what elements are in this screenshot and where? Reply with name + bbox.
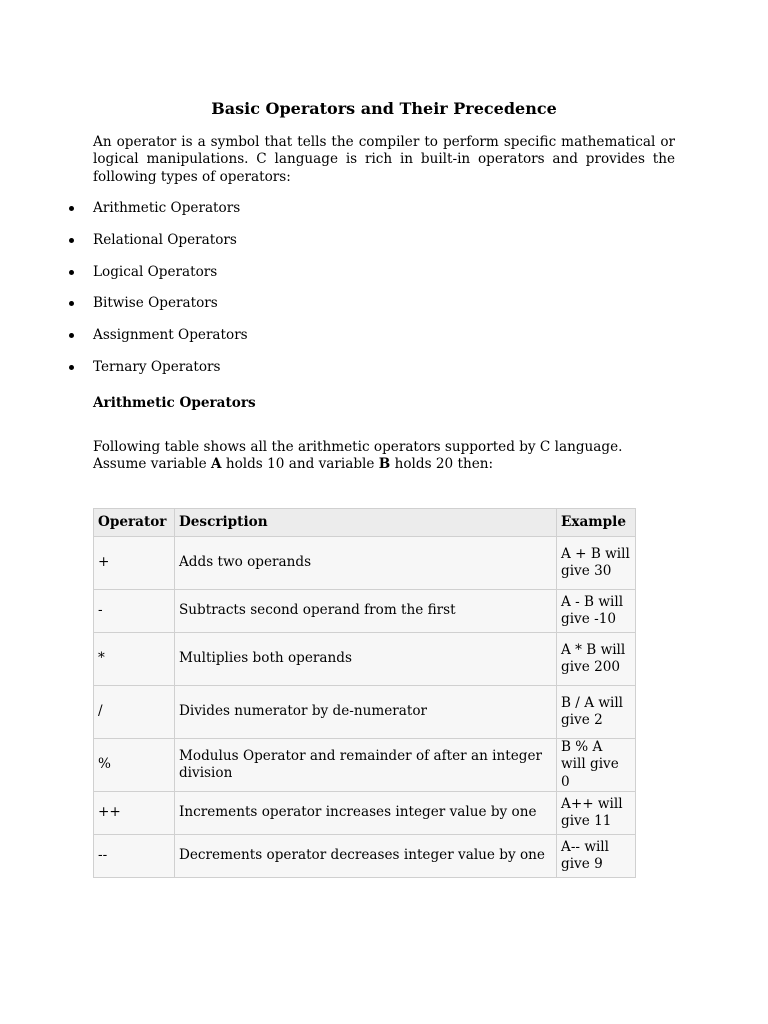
header-operator: Operator xyxy=(94,509,175,537)
example-cell: B / A will give 2 xyxy=(557,686,636,739)
variable-a: A xyxy=(210,456,222,473)
table-row xyxy=(94,537,636,590)
bullet-icon xyxy=(69,301,74,306)
table-row xyxy=(94,835,636,878)
list-item-label: Relational Operators xyxy=(93,231,237,248)
table-row xyxy=(94,590,636,633)
example-cell: A + B will give 30 xyxy=(557,537,636,590)
list-item-label: Arithmetic Operators xyxy=(93,200,241,216)
description-cell: Modulus Operator and remainder of after an integer division xyxy=(174,739,556,792)
section-text-part: holds 10 and variable xyxy=(221,456,379,473)
section-text-part: Following table shows all the arithmetic operators supported by C language. Assume variable xyxy=(93,439,623,473)
operator-cell: + xyxy=(94,537,175,590)
bullet-icon xyxy=(69,206,74,211)
section-heading: Arithmetic Operators xyxy=(93,395,256,411)
example-cell: A-- will give 9 xyxy=(557,835,636,878)
operator-cell: % xyxy=(94,739,175,792)
list-item-label: Bitwise Operators xyxy=(93,295,218,312)
description-cell: Subtracts second operand from the first xyxy=(174,590,556,633)
example-cell: A++ will give 11 xyxy=(557,792,636,835)
bullet-icon xyxy=(69,333,74,338)
table-row xyxy=(94,686,636,739)
description-cell: Increments operator increases integer value by one xyxy=(174,792,556,835)
description-cell: Decrements operator decreases integer value by one xyxy=(174,835,556,878)
arithmetic-operators-table xyxy=(93,508,636,878)
table-row xyxy=(94,792,636,835)
description-cell: Multiplies both operands xyxy=(174,633,556,686)
list-item-label: Ternary Operators xyxy=(93,358,221,375)
bullet-icon xyxy=(69,238,74,243)
example-cell: A * B will give 200 xyxy=(557,633,636,686)
header-description: Description xyxy=(174,509,556,537)
list-item-label: Assignment Operators xyxy=(93,327,248,344)
table-row xyxy=(94,633,636,686)
variable-b: B xyxy=(378,456,391,473)
header-example: Example xyxy=(557,509,636,537)
operator-cell: -- xyxy=(94,835,175,878)
operator-cell: - xyxy=(94,590,175,633)
bullet-icon xyxy=(69,270,74,275)
operator-cell: / xyxy=(94,686,175,739)
example-cell: A - B will give -10 xyxy=(557,590,636,633)
table-row xyxy=(94,739,636,792)
section-text-part: holds 20 then: xyxy=(390,456,494,473)
bullet-icon xyxy=(69,365,74,370)
intro-paragraph: An operator is a symbol that tells the compiler to perform specific mathematical or logical manipulations. C language is rich in built-in operators and provides the following types of operators: xyxy=(93,134,675,185)
operator-cell: ++ xyxy=(94,792,175,835)
list-item-label: Logical Operators xyxy=(93,263,218,280)
operator-cell: * xyxy=(94,633,175,686)
section-paragraph xyxy=(93,439,675,474)
description-cell: Divides numerator by de-numerator xyxy=(174,686,556,739)
page-title: Basic Operators and Their Precedence xyxy=(211,99,557,118)
example-cell: B % A will give 0 xyxy=(557,739,636,792)
description-cell: Adds two operands xyxy=(174,537,556,590)
table-header-row xyxy=(94,509,636,537)
